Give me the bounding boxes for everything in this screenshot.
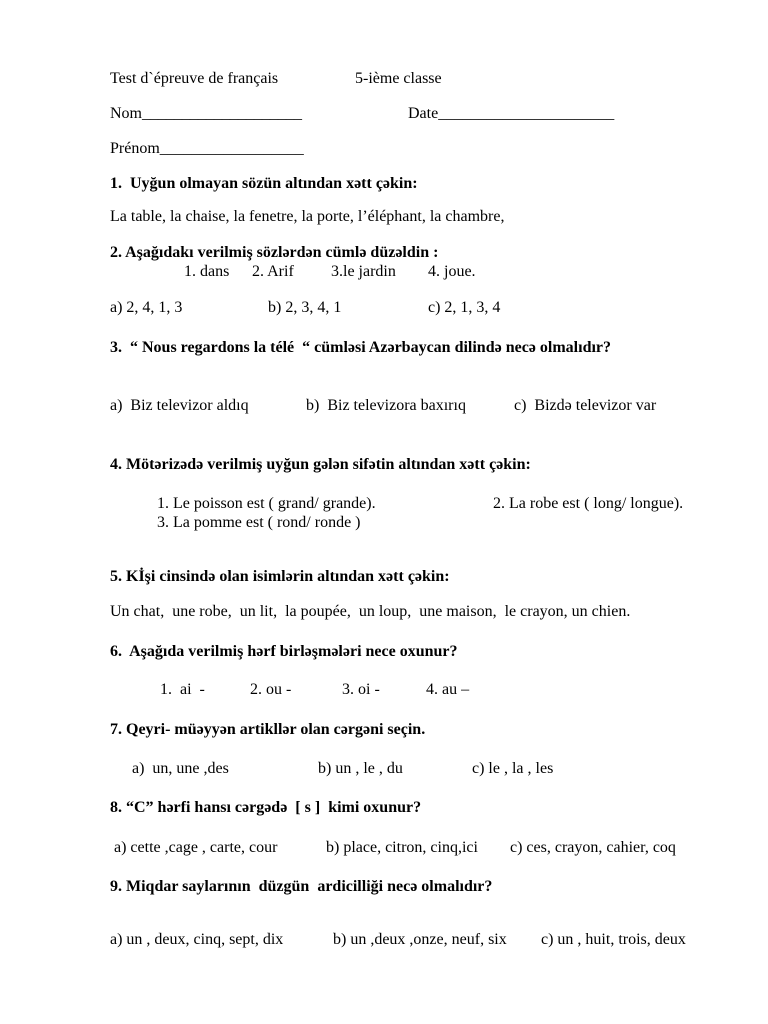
question-2-prompt: 2. Aşağıdakı verilmiş sözlərdən cümlə düzəldin :	[110, 244, 439, 261]
question-2-word: 3.le jardin	[331, 263, 396, 280]
question-2-option-b: b) 2, 3, 4, 1	[268, 299, 342, 316]
prenom-field: Prénom__________________	[110, 140, 304, 157]
question-6-item: 2. ou -	[250, 681, 292, 698]
question-8-prompt: 8. “C” hərfi hansı cərgədə [ s ] kimi oxunur?	[110, 799, 422, 816]
question-5-prompt: 5. Kİşi cinsində olan isimlərin altından xətt çəkin:	[110, 568, 450, 585]
question-1-prompt: 1. Uyğun olmayan sözün altından xətt çəkin:	[110, 175, 418, 192]
question-9-option-c: c) un , huit, trois, deux	[541, 931, 686, 948]
question-7-option-a: a) un, une ,des	[132, 760, 229, 777]
question-4-prompt: 4. Mötərizədə verilmiş uyğun gələn sifətin altından xətt çəkin:	[110, 456, 531, 473]
question-4-item: 2. La robe est ( long/ longue).	[493, 495, 684, 512]
question-2-word: 2. Arif	[252, 263, 294, 280]
question-8-option-c: c) ces, crayon, cahier, coq	[510, 839, 676, 856]
question-3-prompt: 3. “ Nous regardons la télé “ cümləsi Azərbaycan dilində necə olmalıdır?	[110, 339, 612, 356]
question-2-option-a: a) 2, 4, 1, 3	[110, 299, 183, 316]
question-6-item: 1. ai -	[160, 681, 205, 698]
question-9-option-a: a) un , deux, cinq, sept, dix	[110, 931, 284, 948]
test-title: Test d`épreuve de français	[110, 70, 279, 87]
question-6-item: 3. oi -	[342, 681, 380, 698]
question-7-option-b: b) un , le , du	[318, 760, 403, 777]
question-2-word: 1. dans	[184, 263, 230, 280]
question-9-option-b: b) un ,deux ,onze, neuf, six	[333, 931, 507, 948]
question-3-option-a: a) Biz televizor aldıq	[110, 397, 249, 414]
question-2-word: 4. joue.	[428, 263, 476, 280]
date-field: Date______________________	[408, 105, 615, 122]
nom-field: Nom____________________	[110, 105, 302, 122]
question-1-text: La table, la chaise, la fenetre, la porte, l’éléphant, la chambre,	[110, 208, 505, 225]
question-7-prompt: 7. Qeyri- müəyyən artikllər olan cərgəni seçin.	[110, 721, 426, 738]
question-8-option-b: b) place, citron, cinq,ici	[326, 839, 478, 856]
question-6-prompt: 6. Aşağıda verilmiş hərf birləşmələri nece oxunur?	[110, 643, 458, 660]
question-7-option-c: c) le , la , les	[472, 760, 554, 777]
question-6-item: 4. au –	[426, 681, 470, 698]
question-4-item: 1. Le poisson est ( grand/ grande).	[157, 495, 376, 512]
class-label: 5-ième classe	[355, 70, 442, 87]
question-2-option-c: c) 2, 1, 3, 4	[428, 299, 501, 316]
question-9-prompt: 9. Miqdar saylarının düzgün ardicilliği necə olmalıdır?	[110, 878, 493, 895]
question-5-text: Un chat, une robe, un lit, la poupée, un loup, une maison, le crayon, un chien.	[110, 603, 631, 620]
question-8-option-a: a) cette ,cage , carte, cour	[114, 839, 278, 856]
question-3-option-b: b) Biz televizora baxırıq	[306, 397, 466, 414]
question-4-item: 3. La pomme est ( rond/ ronde )	[157, 514, 361, 531]
question-3-option-c: c) Bizdə televizor var	[514, 397, 657, 414]
